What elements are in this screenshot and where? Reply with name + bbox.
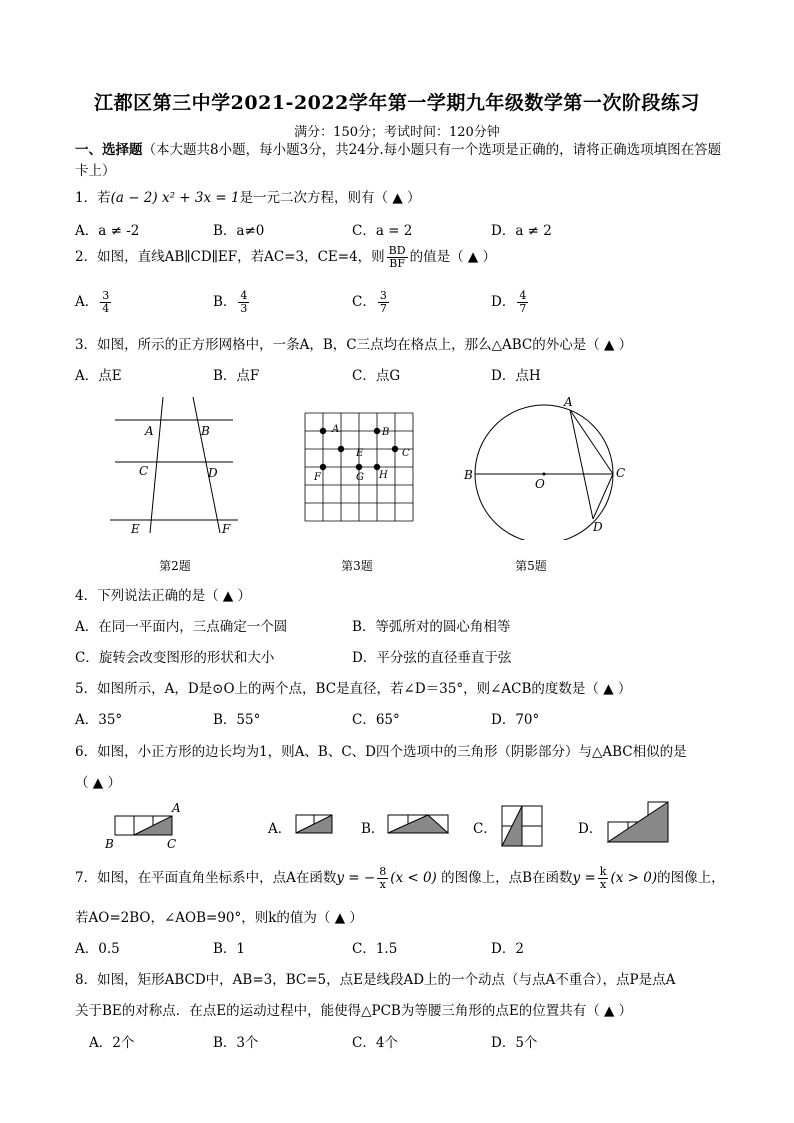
grid-label-e: E: [356, 448, 364, 459]
circle-label-d: D: [593, 520, 603, 534]
q5-option-b[interactable]: B．55°: [213, 712, 261, 728]
question-1-stem: [75, 186, 421, 206]
q6-option-b-figure[interactable]: [387, 812, 457, 837]
q7-option-d[interactable]: D．2: [491, 941, 524, 957]
transversal-ace: [150, 397, 163, 533]
circle-label-b: B: [464, 468, 473, 482]
question-4-stem: 4．下列说法正确的是（ ▲ ）: [75, 588, 252, 604]
q2-stem-b: 的值是（ ▲ ）: [409, 249, 497, 265]
grid-label-c: C: [402, 448, 410, 459]
q3-option-b[interactable]: B．点F: [213, 368, 260, 384]
q4-option-a[interactable]: A．在同一平面内，三点确定一个圆: [75, 619, 288, 635]
q1-option-c[interactable]: C．a = 2: [352, 223, 413, 239]
section-heading: [75, 140, 725, 182]
point-f: [320, 464, 326, 470]
q7-func2-frac: $\frac{k}{x}$: [599, 865, 607, 891]
q5-option-a[interactable]: A．35°: [75, 712, 123, 728]
point-g: [356, 464, 362, 470]
q6-option-d-figure[interactable]: [606, 800, 671, 850]
grid-label-g: G: [356, 472, 364, 483]
point-a: [320, 428, 326, 434]
q6-label-c: C: [167, 837, 177, 850]
q1-option-b[interactable]: B．a≠0: [213, 223, 265, 239]
label-a: A: [145, 424, 154, 438]
figure-q5-circle: [460, 395, 635, 540]
q7-func2-cond: (x > 0): [610, 870, 658, 886]
q7-func1: y = −: [336, 870, 376, 886]
q2-stem-a: 2．如图，直线AB∥CD∥EF，若AC=3，CE=4，则: [75, 249, 385, 265]
q1-option-a[interactable]: A．a ≠ -2: [75, 223, 140, 239]
question-8-line1: 8．如图，矩形ABCD中，AB=3，BC=5，点E是线段AD上的一个动点（与点A不重合），点P是点A: [75, 972, 676, 988]
question-7-line2: 若AO=2BO，∠AOB=90°，则k的值为（ ▲ ）: [75, 910, 363, 926]
q7-option-b[interactable]: B．1: [213, 941, 246, 957]
grid-label-h: H: [379, 470, 388, 481]
q8-option-d[interactable]: D．5个: [491, 1035, 538, 1051]
q6-option-d-label[interactable]: D．: [578, 821, 603, 837]
q1-stem-b: 是一元二次方程，则有（ ▲ ）: [239, 190, 421, 206]
q1-stem-a: 1．若: [75, 190, 111, 206]
section-title: 一、选择题: [75, 142, 143, 158]
grid-label-f: F: [314, 472, 321, 483]
q2-option-d[interactable]: D． $\frac{4}{7}$: [491, 289, 527, 315]
transversal-bdf: [193, 397, 220, 533]
circle-label-c: C: [616, 466, 626, 480]
point-e: [338, 446, 344, 452]
q4-option-c[interactable]: C．旋转会改变图形的形状和大小: [75, 650, 275, 666]
q6-label-b: B: [105, 837, 114, 850]
q4-option-b[interactable]: B．等弧所对的圆心角相等: [352, 619, 511, 635]
figure-q2-parallel-lines: [105, 395, 245, 540]
label-f: F: [222, 522, 231, 536]
label-d: D: [208, 466, 218, 480]
question-6-stem: 6．如图，小正方形的边长均为1，则A、B、C、D四个选项中的三角形（阴影部分）与△ABC相似的是: [75, 744, 687, 760]
exam-info: 满分：150分；考试时间：120分钟: [294, 125, 500, 140]
q6-option-c-label[interactable]: C．: [473, 821, 497, 837]
label-e: E: [131, 522, 140, 536]
q8-option-a[interactable]: A．2个: [89, 1035, 135, 1051]
q7-stem-a: 7．如图，在平面直角坐标系中，点A在函数: [75, 870, 337, 886]
center-point: [543, 473, 546, 476]
q7-option-a[interactable]: A．0.5: [75, 941, 120, 957]
label-c: C: [139, 464, 149, 478]
grid-label-a: A: [332, 424, 340, 435]
q2-option-c[interactable]: C． $\frac{3}{7}$: [352, 289, 387, 315]
caption-fig2: 第2题: [159, 559, 191, 573]
q6-label-a: A: [172, 801, 181, 815]
q7-func1-cond: (x < 0): [390, 870, 437, 886]
q6-option-a-figure[interactable]: [295, 812, 340, 837]
q2-option-b[interactable]: B． $\frac{4}{3}$: [213, 289, 248, 315]
q5-option-d[interactable]: D．70°: [491, 712, 540, 728]
q7-func1-frac: $\frac{8}{x}$: [379, 865, 387, 891]
q1-option-d[interactable]: D．a ≠ 2: [491, 223, 552, 239]
q7-option-c[interactable]: C．1.5: [352, 941, 398, 957]
q6-option-a-label[interactable]: A．: [268, 821, 292, 837]
figure-q6-main: [103, 800, 183, 850]
section-desc: （本大题共8小题，每小题3分，共24分.每小题只有一个选项是正确的，请将正确选项填图在答题卡上）: [75, 142, 722, 179]
q8-option-c[interactable]: C．4个: [352, 1035, 398, 1051]
q7-stem-c: 的图像上，: [657, 870, 725, 886]
circle-label-o: O: [535, 477, 545, 491]
q4-option-d[interactable]: D．平分弦的直径垂直于弦: [352, 650, 512, 666]
label-b: B: [201, 424, 210, 438]
q5-option-c[interactable]: C．65°: [352, 712, 400, 728]
q3-option-d[interactable]: D．点H: [491, 368, 541, 384]
figure-q3-grid: [300, 408, 420, 528]
question-2-stem: [75, 245, 496, 270]
caption-fig5: 第5题: [515, 559, 547, 573]
point-c: [392, 446, 398, 452]
q2-option-a[interactable]: A． $\frac{3}{4}$: [75, 289, 110, 315]
q3-option-c[interactable]: C．点G: [352, 368, 401, 384]
q7-func2: y =: [572, 870, 596, 886]
q1-expression: (a − 2) x² + 3x = 1: [110, 190, 240, 206]
question-8-line2: 关于BE的对称点．在点E的运动过程中，能使得△PCB为等腰三角形的点E的位置共有（ ▲ ）: [75, 1003, 633, 1019]
q8-option-b[interactable]: B．3个: [213, 1035, 259, 1051]
q6-option-b-label[interactable]: B．: [361, 821, 385, 837]
question-5-stem: 5．如图所示，A，D是⊙O上的两个点，BC是直径，若∠D＝35°，则∠ACB的度数是（ ▲ ）: [75, 681, 632, 697]
point-b: [374, 428, 380, 434]
question-6-stem-b: （ ▲ ）: [75, 775, 121, 791]
question-7-stem: [75, 866, 725, 891]
q7-stem-b: 的图像上，点B在函数: [441, 870, 573, 886]
caption-fig3: 第3题: [341, 559, 373, 573]
q3-option-a[interactable]: A．点E: [75, 368, 122, 384]
question-3-stem: 3．如图，所示的正方形网格中，一条A，B，C三点均在格点上，那么△ABC的外心是（ ▲ ）: [75, 337, 633, 353]
q2-fraction: $\frac{BD}{BF}$: [388, 244, 406, 270]
chord-cd: [593, 474, 613, 519]
page-title: 江都区第三中学2021-2022学年第一学期九年级数学第一次阶段练习: [94, 92, 700, 114]
q6-option-c-figure[interactable]: [497, 802, 547, 852]
grid-label-b: B: [382, 427, 390, 438]
circle-label-a: A: [564, 395, 573, 409]
